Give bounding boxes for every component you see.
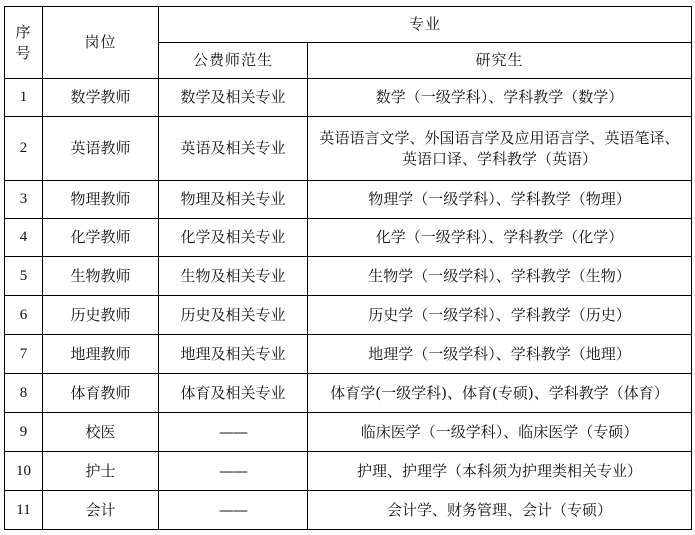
row-graduate-major: 体育学(一级学科)、体育(专硕)、学科教学（体育）	[308, 374, 692, 413]
row-number: 9	[5, 413, 43, 452]
header-seq	[5, 7, 43, 79]
positions-table	[4, 6, 692, 530]
row-number: 10	[5, 452, 43, 491]
row-position: 英语教师	[43, 117, 159, 181]
row-publicly-funded-major: ——	[159, 413, 308, 452]
row-publicly-funded-major: 体育及相关专业	[159, 374, 308, 413]
row-publicly-funded-major: 生物及相关专业	[159, 257, 308, 296]
row-graduate-major: 历史学（一级学科）、学科教学（历史）	[308, 296, 692, 335]
row-graduate-major: 护理、护理学（本科须为护理类相关专业）	[308, 452, 692, 491]
header-graduate: 研究生	[308, 43, 692, 79]
header-seq-bottom: 号	[15, 43, 32, 62]
row-position: 会计	[43, 491, 159, 530]
row-position: 护士	[43, 452, 159, 491]
row-graduate-major: 地理学（一级学科）、学科教学（地理）	[308, 335, 692, 374]
table-row	[5, 181, 692, 219]
row-graduate-major: 化学（一级学科）、学科教学（化学）	[308, 219, 692, 257]
row-number: 11	[5, 491, 43, 530]
graduate-major-line-2: 英语口译、学科教学（英语）	[402, 149, 598, 168]
table-row	[5, 257, 692, 296]
table-row	[5, 219, 692, 257]
row-number: 8	[5, 374, 43, 413]
row-publicly-funded-major: 历史及相关专业	[159, 296, 308, 335]
table-row	[5, 296, 692, 335]
row-publicly-funded-major: 地理及相关专业	[159, 335, 308, 374]
row-publicly-funded-major: 物理及相关专业	[159, 181, 308, 219]
row-position: 数学教师	[43, 79, 159, 117]
row-graduate-major: 生物学（一级学科）、学科教学（生物）	[308, 257, 692, 296]
row-publicly-funded-major: 数学及相关专业	[159, 79, 308, 117]
row-position: 校医	[43, 413, 159, 452]
row-position: 化学教师	[43, 219, 159, 257]
row-number: 2	[5, 117, 43, 181]
header-publicly-funded: 公费师范生	[159, 43, 308, 79]
row-position: 生物教师	[43, 257, 159, 296]
table-row	[5, 413, 692, 452]
graduate-major-line-1: 英语语言文学、外国语言学及应用语言学、英语笔译、	[319, 129, 680, 148]
table-row	[5, 335, 692, 374]
row-publicly-funded-major: 英语及相关专业	[159, 117, 308, 181]
row-publicly-funded-major: 化学及相关专业	[159, 219, 308, 257]
row-position: 历史教师	[43, 296, 159, 335]
row-position: 物理教师	[43, 181, 159, 219]
row-number: 5	[5, 257, 43, 296]
table-row	[5, 491, 692, 530]
row-number: 7	[5, 335, 43, 374]
row-publicly-funded-major: ——	[159, 491, 308, 530]
row-graduate-major: 临床医学（一级学科）、临床医学（专硕）	[308, 413, 692, 452]
row-graduate-major: 数学（一级学科）、学科教学（数学）	[308, 79, 692, 117]
row-number: 4	[5, 219, 43, 257]
row-number: 1	[5, 79, 43, 117]
header-major: 专业	[159, 7, 692, 43]
table-row	[5, 374, 692, 413]
row-number: 3	[5, 181, 43, 219]
table-row	[5, 452, 692, 491]
table-row	[5, 79, 692, 117]
row-position: 地理教师	[43, 335, 159, 374]
row-graduate-major: 物理学（一级学科）、学科教学（物理）	[308, 181, 692, 219]
header-seq-top: 序	[15, 23, 32, 42]
row-position: 体育教师	[43, 374, 159, 413]
table-row	[5, 117, 692, 181]
header-position: 岗位	[43, 7, 159, 79]
row-graduate-major	[308, 117, 692, 181]
row-graduate-major: 会计学、财务管理、会计（专硕）	[308, 491, 692, 530]
row-publicly-funded-major: ——	[159, 452, 308, 491]
row-number: 6	[5, 296, 43, 335]
